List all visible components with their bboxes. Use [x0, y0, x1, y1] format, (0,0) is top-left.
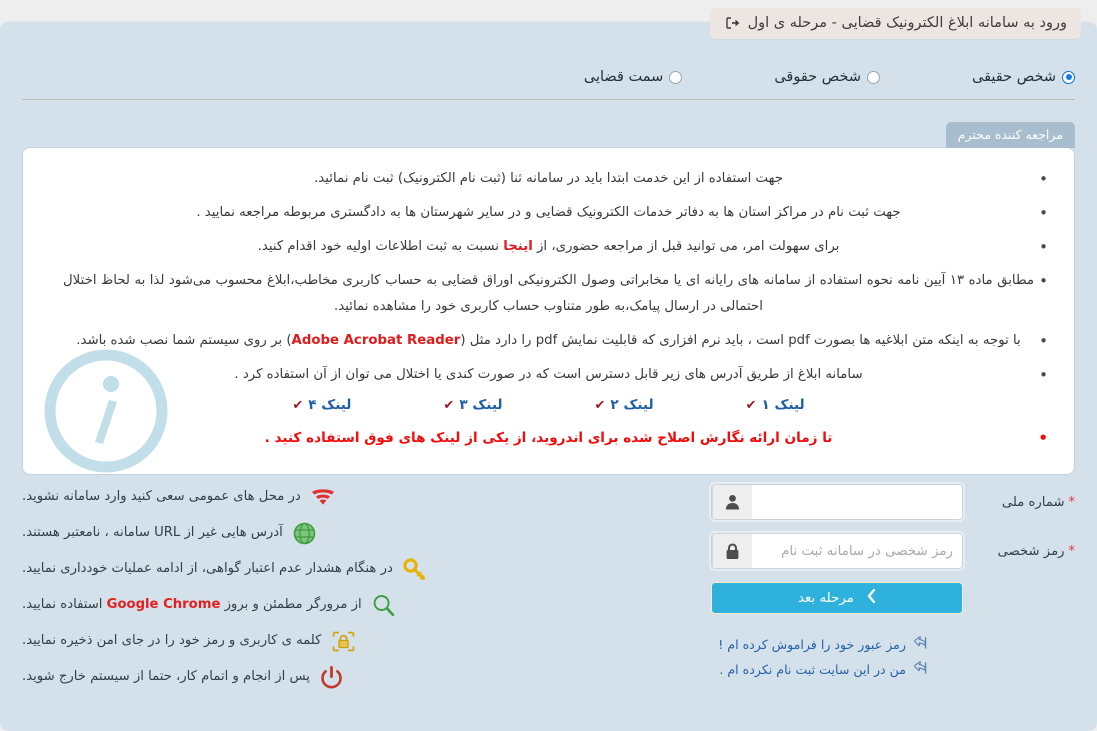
- next-step-label: مرحله بعد: [798, 590, 854, 606]
- inja-link[interactable]: اینجا: [503, 238, 533, 254]
- radio-label: شخص حقیقی: [972, 69, 1056, 85]
- note-text-after: ) بر روی سیستم شما نصب شده باشد.: [76, 332, 292, 348]
- person-type-radio-group[interactable]: [0, 56, 1097, 98]
- notes-list: [49, 166, 1048, 387]
- download-links-row: [49, 397, 1048, 413]
- password-label: رمز شخصی: [997, 543, 1065, 559]
- note-text: جهت ثبت نام در مراکز استان ها به دفاتر خدمات الکترونیک قضایی و در سایر شهرستان ها به دادگستری مربوطه مراجعه نمایید .: [196, 204, 901, 220]
- national-id-row: [570, 484, 1075, 520]
- lower-section: [0, 478, 1097, 700]
- info-panel-header: مراجعه کننده محترم: [946, 122, 1075, 148]
- power-icon: [319, 664, 345, 690]
- user-icon: [712, 485, 752, 519]
- tip-text: در محل های عمومی سعی کنید وارد سامانه نشوید.: [22, 489, 301, 505]
- tip-browser: [22, 592, 397, 618]
- note-item: [49, 328, 1048, 354]
- download-link-label: لینک ۲: [610, 397, 654, 414]
- radio-mark-icon: [867, 71, 880, 84]
- warning-list: [49, 425, 1048, 452]
- download-link-label: لینک ۳: [459, 397, 503, 414]
- tip-text: آدرس هایی غیر از URL سامانه ، نامعتبر هستند.: [22, 525, 283, 541]
- required-mark: *: [1068, 494, 1075, 510]
- note-text-before: با توجه به اینکه متن ابلاغیه ها بصورت pdf است ، باید نرم افزاری که قابلیت نمایش pdf را دارد مثل (: [460, 332, 1021, 348]
- info-panel-body: [22, 147, 1075, 475]
- help-links: [570, 636, 1075, 678]
- forgot-password-label: رمز عبور خود را فراموش کرده ام !: [718, 637, 906, 652]
- page-title: ورود به سامانه ابلاغ الکترونیک قضایی - مرحله ی اول: [747, 15, 1067, 31]
- globe-icon: [292, 520, 318, 546]
- wifi-icon: [310, 484, 336, 510]
- check-icon: ✔: [292, 397, 304, 413]
- note-text: جهت استفاده از این خدمت ابتدا باید در سامانه ثنا (ثبت نام الکترونیک) ثبت نام نمائید.: [314, 171, 783, 186]
- download-link-1[interactable]: [746, 397, 805, 413]
- window-title-tab: [710, 8, 1081, 39]
- note-text-before: برای سهولت امر، می توانید قبل از مراجعه حضوری، از: [532, 238, 840, 254]
- download-link-label: لینک ۴: [308, 397, 352, 414]
- national-id-label-wrap: [963, 495, 1075, 510]
- tip-credentials-storage: [22, 628, 356, 654]
- radio-mark-icon: [669, 71, 682, 84]
- radio-label: شخص حقوقی: [774, 69, 862, 85]
- note-text: مطابق ماده ۱۳ آیین نامه نحوه استفاده از سامانه های رایانه ای یا مخابراتی وصول الکترونیکی اوراق قضایی به حساب کاربری مخاطب،ابلاغ محسوب می‌شود لذا به لحاظ اختلال احتمالی در ارسال پیامک،به طور متناوب حساب کاربری خود را مشاهده نمائید.: [63, 272, 1034, 314]
- radio-label: سمت قضایی: [583, 69, 664, 85]
- note-item: [49, 268, 1048, 320]
- radio-mark-icon: [1062, 71, 1075, 84]
- radio-option-semat-ghazaei[interactable]: [584, 69, 682, 85]
- download-link-2[interactable]: [595, 397, 654, 413]
- password-row: [570, 533, 1075, 569]
- password-input-group[interactable]: [711, 533, 963, 569]
- horizontal-divider: [22, 99, 1075, 100]
- forgot-password-link[interactable]: [570, 636, 1067, 653]
- chrome-highlight: Google Chrome: [106, 597, 221, 613]
- download-link-label: لینک ۱: [761, 397, 805, 414]
- check-icon: ✔: [745, 397, 757, 413]
- warning-text: تا زمان ارائه نگارش اصلاح شده برای اندروید، از یکی از لینک های فوق استفاده کنید .: [264, 430, 833, 447]
- adobe-acrobat-reader-link[interactable]: Adobe Acrobat Reader: [291, 332, 461, 348]
- note-text: سامانه ابلاغ از طریق آدرس های زیر قابل دسترس است که در صورت کندی یا اختلال می توان از آن استفاده کرد .: [234, 366, 863, 382]
- login-arrow-icon: [726, 16, 741, 30]
- tip-text: پس از انجام و اتمام کار، حتما از سیستم خارج شوید.: [22, 669, 310, 685]
- note-item: [49, 234, 1048, 260]
- tip-certificate-warning: [22, 556, 428, 582]
- tip-url-validity: [22, 520, 318, 546]
- tip-text: در هنگام هشدار عدم اعتبار گواهی، از ادامه عملیات خودداری نمایید.: [22, 561, 393, 577]
- password-label-wrap: [963, 544, 1075, 559]
- info-panel: [22, 122, 1075, 475]
- radio-option-haghighi[interactable]: [972, 69, 1075, 85]
- password-input[interactable]: [752, 534, 962, 568]
- tip-public-places: [22, 484, 336, 510]
- tip-text: کلمه ی کاربری و رمز خود را در جای امن ذخیره نمایید.: [22, 633, 322, 649]
- note-text-after: نسبت به ثبت اطلاعات اولیه خود اقدام کنید.: [257, 238, 504, 254]
- security-tips: [22, 478, 570, 700]
- note-item: [49, 166, 1048, 192]
- check-icon: ✔: [443, 397, 455, 413]
- login-form: [570, 478, 1075, 700]
- note-item: [49, 200, 1048, 226]
- download-link-3[interactable]: [443, 397, 502, 413]
- required-mark: *: [1068, 543, 1075, 559]
- note-item: [49, 362, 1048, 388]
- next-step-button[interactable]: [711, 582, 963, 614]
- tip-text-before: از مرورگر مطمئن و بروز: [220, 597, 362, 613]
- warning-item: [49, 425, 1048, 452]
- download-link-4[interactable]: [292, 397, 351, 413]
- tip-text: [22, 595, 362, 615]
- national-id-input[interactable]: [752, 485, 962, 519]
- check-icon: ✔: [594, 397, 606, 413]
- hand-point-icon: [912, 661, 927, 678]
- not-registered-label: من در این سایت ثبت نام نکرده ام .: [719, 662, 906, 677]
- key-icon: [402, 556, 428, 582]
- national-id-input-group[interactable]: [711, 484, 963, 520]
- lock-icon: [712, 534, 752, 568]
- not-registered-link[interactable]: [570, 661, 1067, 678]
- hand-point-icon: [912, 636, 927, 653]
- national-id-label: شماره ملی: [1001, 494, 1065, 510]
- chevron-left-icon: [867, 589, 876, 607]
- radio-option-hoghooghi[interactable]: [774, 69, 880, 85]
- magnifier-icon: [371, 592, 397, 618]
- lock-box-icon: [330, 628, 356, 654]
- tip-logout: [22, 664, 345, 690]
- tip-text-after: استفاده نمایید.: [22, 597, 107, 613]
